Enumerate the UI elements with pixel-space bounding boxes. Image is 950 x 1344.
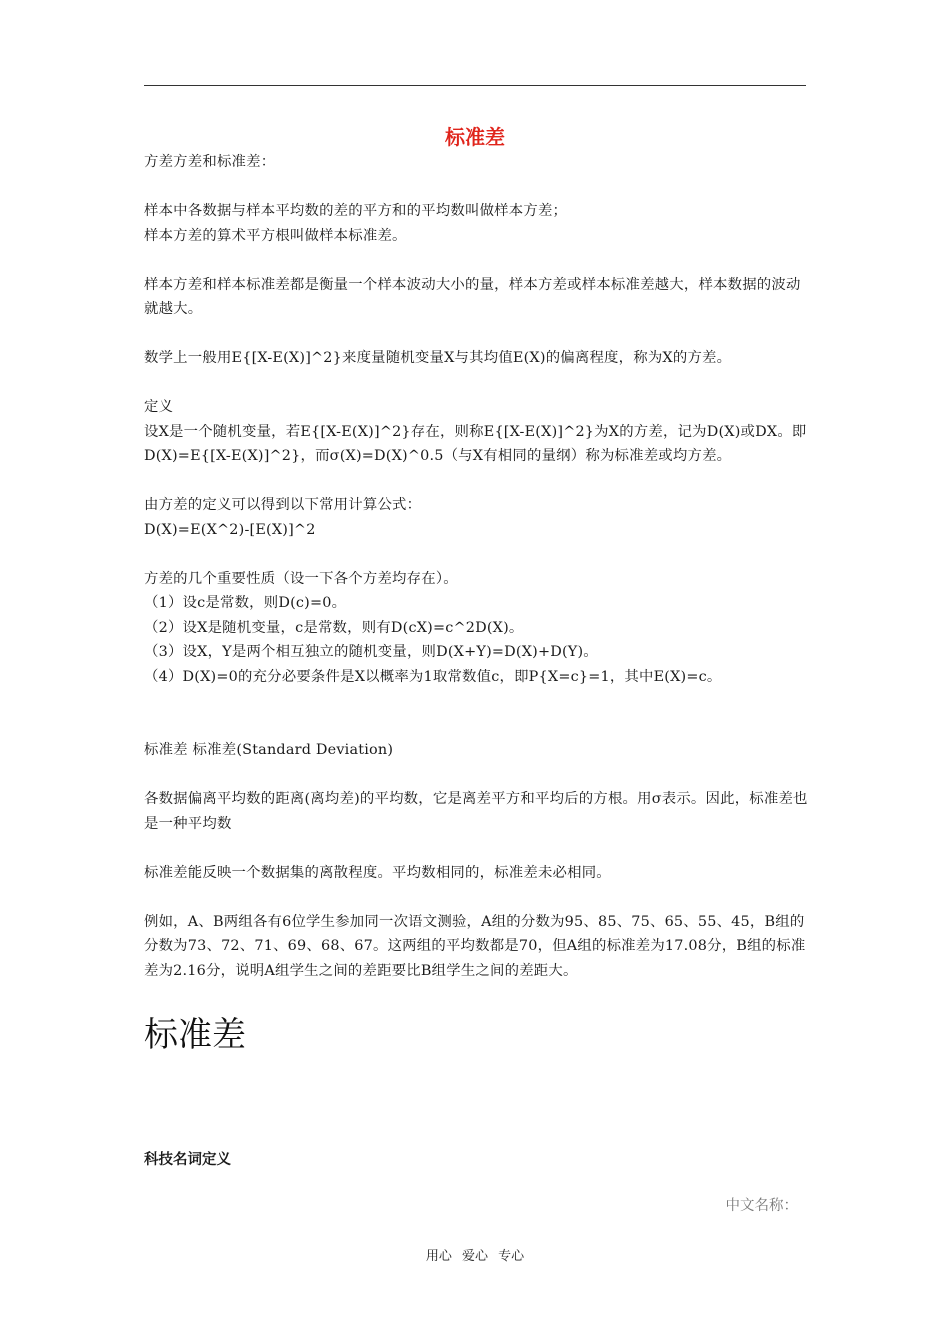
paragraph-sample-std: 样本方差的算术平方根叫做样本标准差。 xyxy=(144,227,407,244)
paragraph-std-description: 各数据偏离平均数的距离(离均差)的平均数，它是离差平方和平均后的方根。用σ表示。因此，标准差也是一种平均数 xyxy=(144,791,808,832)
paragraph-measure: 样本方差和样本标准差都是衡量一个样本波动大小的量，样本方差或样本标准差越大，样本数据的波动就越大。 xyxy=(144,276,801,317)
paragraph-formula: D(X)=E(X^2)-[E(X)]^2 xyxy=(144,521,316,538)
paragraph-properties-intro: 方差的几个重要性质（设一下各个方差均存在）。 xyxy=(144,570,458,587)
big-section-title: 标准差 xyxy=(144,1015,246,1055)
paragraph-math-def: 数学上一般用E{[X-E(X)]^2}来度量随机变量X与其均值E(X)的偏离程度，称为X的方差。 xyxy=(144,350,732,366)
property-item-3: （3）设X，Y是两个相互独立的随机变量，则D(X+Y)=D(X)+D(Y)。 xyxy=(144,644,598,660)
property-item-2: （2）设X是随机变量，c是常数，则有D(cX)=c^2D(X)。 xyxy=(144,619,524,636)
document-body xyxy=(144,150,808,983)
property-item-1: （1）设c是常数，则D(c)=0。 xyxy=(144,595,347,611)
chinese-name-label: 中文名称： xyxy=(725,1198,798,1214)
paragraph-definition: 设X是一个随机变量，若E{[X-E(X)]^2}存在，则称E{[X-E(X)]^2}为X的方差，记为D(X)或DX。即D(X)=E{[X-E(X)]^2}，而σ(X)=D(X)^0.5（与X有相同的量纲）称为标准差或均方差。 xyxy=(144,423,807,464)
page-title: 标准差 xyxy=(445,125,505,149)
paragraph-formula-intro: 由方差的定义可以得到以下常用计算公式： xyxy=(144,497,422,513)
page-footer: 用心 爱心 专心 xyxy=(425,1249,525,1264)
header-rule xyxy=(144,85,806,86)
section-heading: 科技名词定义 xyxy=(144,1152,231,1168)
property-item-4: （4）D(X)=0的充分必要条件是X以概率为1取常数值c，即P{X=c}=1，其中E(X)=c。 xyxy=(144,668,722,685)
paragraph-intro: 方差方差和标准差： xyxy=(144,154,276,170)
paragraph-definition-heading: 定义 xyxy=(144,399,174,415)
paragraph-std-heading: 标准差 标准差(Standard Deviation) xyxy=(144,742,394,758)
paragraph-sample-variance: 样本中各数据与样本平均数的差的平方和的平均数叫做样本方差； xyxy=(144,203,568,219)
paragraph-std-dispersion: 标准差能反映一个数据集的离散程度。平均数相同的，标准差未必相同。 xyxy=(144,864,611,881)
paragraph-example: 例如，A、B两组各有6位学生参加同一次语文测验，A组的分数为95、85、75、65、55、45，B组的分数为73、72、71、69、68、67。这两组的平均数都是70，但A组的标准差为17.08分，B组的标准差为2.16分，说明A组学生之间的差距要比B组学生之间的差距大。 xyxy=(144,913,806,979)
